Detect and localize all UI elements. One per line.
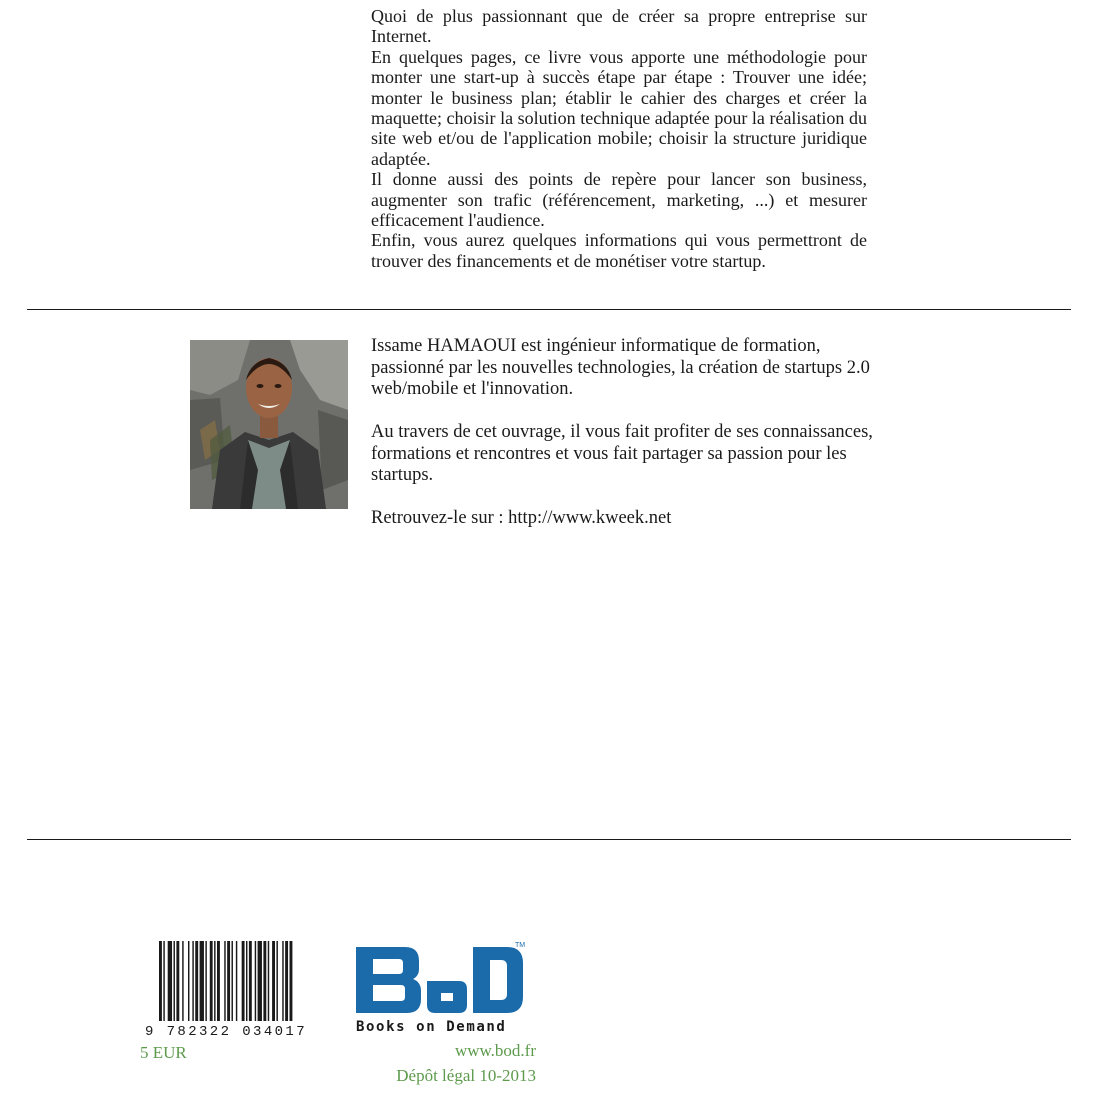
barcode-bar	[205, 941, 206, 1021]
barcode-bar	[182, 941, 183, 1021]
barcode-bar	[210, 941, 213, 1021]
price-label: 5 EUR	[140, 1043, 187, 1062]
book-description	[371, 6, 867, 271]
isbn-barcode	[145, 939, 325, 1039]
barcode-bar	[232, 941, 233, 1021]
barcode-bar	[195, 941, 198, 1021]
publisher-url: www.bod.fr	[454, 1041, 536, 1060]
divider-top	[27, 309, 1071, 310]
author-photo	[190, 340, 348, 509]
blurb-paragraph: Il donne aussi des points de repère pour lancer son business, augmenter son trafic (référencement, marketing, ...) et mesurer efficacement l'audience.	[371, 169, 867, 231]
barcode-bar	[174, 941, 175, 1021]
bod-tagline: Books on Demand	[356, 1019, 507, 1035]
trademark-mark: TM	[515, 942, 526, 949]
barcode-bar	[285, 941, 288, 1021]
barcode-bar	[249, 941, 252, 1021]
barcode-bar	[255, 941, 256, 1021]
barcode-bar	[188, 941, 189, 1021]
barcode-bar	[200, 941, 204, 1021]
author-bio	[371, 336, 891, 551]
legal-deposit: Dépôt légal 10-2013	[396, 1066, 536, 1085]
barcode-bar	[227, 941, 230, 1021]
barcode-bar	[242, 941, 245, 1021]
barcode-bar	[163, 941, 164, 1021]
barcode-bar	[168, 941, 172, 1021]
isbn-digits: 9 782322 034017	[145, 1024, 308, 1039]
blurb-paragraph: Quoi de plus passionnant que de créer sa propre entreprise sur Internet.	[371, 6, 867, 47]
barcode-bar	[159, 941, 162, 1021]
barcode-bar	[272, 941, 275, 1021]
barcode-bar	[268, 941, 269, 1021]
bod-logo	[353, 939, 528, 1035]
author-website: Retrouvez-le sur : http://www.kweek.net	[371, 508, 672, 528]
barcode-bar	[192, 941, 193, 1021]
bio-paragraph: Au travers de cet ouvrage, il vous fait profiter de ses connaissances, formations et rencontres et vous fait partager sa passion pour les startups.	[371, 422, 873, 485]
barcode-bar	[214, 941, 215, 1021]
blurb-paragraph: En quelques pages, ce livre vous apporte une méthodologie pour monter une start-up à succès étape par étape : Trouver une idée; monter le business plan; établir le cahier des charges et créer la maquette; choisir la solution technique adaptée pour la réalisation du site web et/ou de l'application mobile; choisir la structure juridique adaptée.	[371, 46, 867, 169]
barcode-bar	[176, 941, 179, 1021]
barcode-bar	[224, 941, 225, 1021]
barcode-bar	[258, 941, 262, 1021]
bio-paragraph: Issame HAMAOUI est ingénieur informatique de formation, passionné par les nouvelles technologies, la création de startups 2.0 web/mobile et l'innovation.	[371, 336, 870, 399]
barcode-bar	[282, 941, 283, 1021]
barcode-bar	[263, 941, 266, 1021]
barcode-bar	[236, 941, 237, 1021]
barcode-bar	[290, 941, 293, 1021]
barcode-bar	[276, 941, 277, 1021]
blurb-paragraph: Enfin, vous aurez quelques informations qui vous permettront de trouver des financements et de monétiser votre startup.	[371, 230, 867, 271]
divider-bottom	[27, 839, 1071, 840]
barcode-bar	[246, 941, 247, 1021]
barcode-bar	[217, 941, 220, 1021]
